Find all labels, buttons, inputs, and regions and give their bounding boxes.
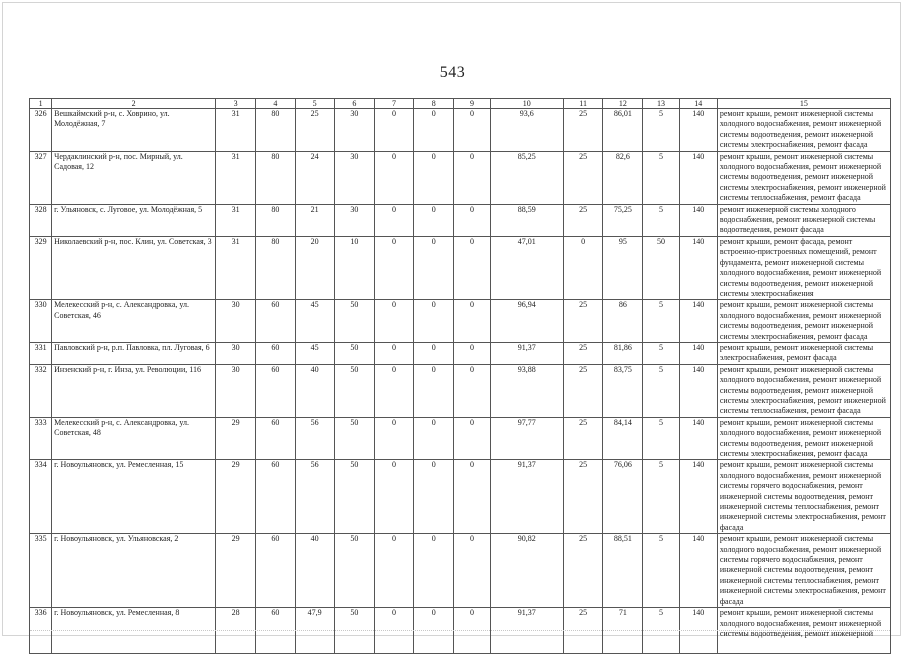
cell-col-7: 0 (374, 204, 413, 236)
cell-col-8: 0 (414, 300, 454, 343)
cell-col-11: 25 (564, 204, 603, 236)
cell-col-14: 140 (679, 236, 717, 299)
cell-col-12: 76,06 (603, 460, 643, 534)
cell-col-12: 86,01 (603, 109, 643, 152)
cell-col-11: 25 (564, 364, 603, 417)
column-header: 13 (643, 99, 679, 109)
cell-col-7: 0 (374, 342, 413, 364)
cell-col-11: 25 (564, 109, 603, 152)
cell-col-14: 140 (679, 460, 717, 534)
cell-address: Мелекесский р-н, с. Александровка, ул. Советская, 48 (52, 417, 216, 460)
column-header: 6 (334, 99, 374, 109)
cell-col-8: 0 (414, 204, 454, 236)
cell-col-4: 80 (256, 204, 295, 236)
cell-col-12: 86 (603, 300, 643, 343)
cell-address: г. Новоульяновск, ул. Ульяновская, 2 (52, 534, 216, 608)
table-row (30, 364, 891, 417)
cell-col-3: 28 (216, 608, 256, 654)
cell-col-14: 140 (679, 109, 717, 152)
cell-col-13: 5 (643, 204, 679, 236)
table-row (30, 204, 891, 236)
cell-col-10: 85,25 (490, 151, 563, 204)
cell-col-8: 0 (414, 151, 454, 204)
cell-row-number: 333 (30, 417, 52, 460)
cell-col-12: 75,25 (603, 204, 643, 236)
cell-col-5: 56 (295, 417, 334, 460)
cell-row-number: 329 (30, 236, 52, 299)
cell-col-9: 0 (454, 342, 490, 364)
cell-col-13: 5 (643, 534, 679, 608)
cell-address: Мелекесский р-н, с. Александровка, ул. Советская, 46 (52, 300, 216, 343)
cell-col-6: 30 (334, 151, 374, 204)
cell-col-14: 140 (679, 608, 717, 654)
cell-col-6: 50 (334, 364, 374, 417)
cell-works-list: ремонт крыши, ремонт инженерной системы холодного водоснабжения, ремонт инженерной системы водоотведения, ремонт инженерной системы электроснабжения, ремонт фасада (717, 109, 890, 152)
cell-col-12: 81,86 (603, 342, 643, 364)
cell-col-5: 20 (295, 236, 334, 299)
cell-works-list: ремонт крыши, ремонт инженерной системы холодного водоснабжения, ремонт инженерной системы горячего водоснабжения, ремонт инженерной системы водоотведения, ремонт инженерной системы теплоснабжения, ремонт инженерной системы электроснабжения, ремонт фасада (717, 534, 890, 608)
table-row (30, 460, 891, 534)
cell-col-6: 10 (334, 236, 374, 299)
cell-col-14: 140 (679, 151, 717, 204)
cell-row-number: 331 (30, 342, 52, 364)
column-header: 9 (454, 99, 490, 109)
cell-col-8: 0 (414, 364, 454, 417)
cell-col-12: 82,6 (603, 151, 643, 204)
cell-col-3: 30 (216, 342, 256, 364)
cell-row-number: 336 (30, 608, 52, 654)
cell-col-8: 0 (414, 608, 454, 654)
cell-col-5: 25 (295, 109, 334, 152)
cell-col-3: 31 (216, 109, 256, 152)
cell-col-9: 0 (454, 300, 490, 343)
cell-col-14: 140 (679, 300, 717, 343)
table-row (30, 236, 891, 299)
cell-col-6: 50 (334, 534, 374, 608)
cell-row-number: 330 (30, 300, 52, 343)
cell-col-9: 0 (454, 364, 490, 417)
cell-col-9: 0 (454, 608, 490, 654)
cell-col-4: 60 (256, 364, 295, 417)
cell-col-10: 96,94 (490, 300, 563, 343)
cell-col-10: 47,01 (490, 236, 563, 299)
cell-address: Инзенский р-н, г. Инза, ул. Революции, 116 (52, 364, 216, 417)
cell-address: г. Новоульяновск, ул. Ремесленная, 15 (52, 460, 216, 534)
column-header: 4 (256, 99, 295, 109)
column-header: 7 (374, 99, 413, 109)
cell-works-list: ремонт крыши, ремонт фасада, ремонт встроенно-пристроенных помещений, ремонт фундамента, ремонт инженерной системы холодного водоснабжения, ремонт инженерной системы водоотведения, ремонт инженерной системы электроснабжения (717, 236, 890, 299)
cell-col-3: 30 (216, 364, 256, 417)
cell-col-11: 25 (564, 300, 603, 343)
table-row (30, 342, 891, 364)
cell-col-13: 5 (643, 417, 679, 460)
cell-col-10: 91,37 (490, 342, 563, 364)
cell-col-8: 0 (414, 534, 454, 608)
cell-col-4: 80 (256, 109, 295, 152)
cell-col-13: 50 (643, 236, 679, 299)
cell-col-5: 56 (295, 460, 334, 534)
cell-col-7: 0 (374, 460, 413, 534)
cell-col-5: 40 (295, 534, 334, 608)
cell-row-number: 327 (30, 151, 52, 204)
cell-col-6: 30 (334, 204, 374, 236)
cell-col-14: 140 (679, 534, 717, 608)
cell-col-9: 0 (454, 109, 490, 152)
column-header: 12 (603, 99, 643, 109)
cell-col-9: 0 (454, 460, 490, 534)
cell-col-12: 84,14 (603, 417, 643, 460)
cell-col-12: 71 (603, 608, 643, 654)
column-header: 1 (30, 99, 52, 109)
cell-col-12: 88,51 (603, 534, 643, 608)
cell-col-6: 30 (334, 109, 374, 152)
column-header: 8 (414, 99, 454, 109)
cell-col-11: 25 (564, 342, 603, 364)
table-row (30, 151, 891, 204)
cell-col-11: 25 (564, 460, 603, 534)
cell-works-list: ремонт крыши, ремонт инженерной системы холодного водоснабжения, ремонт инженерной системы водоотведения, ремонт инженерной системы электроснабжения, ремонт инженерной системы теплоснабжения, ремонт фасада (717, 151, 890, 204)
cell-col-5: 40 (295, 364, 334, 417)
cell-works-list: ремонт инженерной системы холодного водоснабжения, ремонт инженерной системы водоотведения, ремонт фасада (717, 204, 890, 236)
page-number: 543 (439, 64, 466, 81)
cell-col-3: 29 (216, 534, 256, 608)
cell-col-14: 140 (679, 364, 717, 417)
cell-col-4: 60 (256, 342, 295, 364)
cell-col-10: 91,37 (490, 460, 563, 534)
cell-col-11: 25 (564, 534, 603, 608)
cell-col-12: 83,75 (603, 364, 643, 417)
cell-col-9: 0 (454, 236, 490, 299)
cell-col-10: 93,6 (490, 109, 563, 152)
cell-col-12: 95 (603, 236, 643, 299)
cell-col-7: 0 (374, 534, 413, 608)
column-header: 11 (564, 99, 603, 109)
cell-col-3: 29 (216, 460, 256, 534)
cell-col-8: 0 (414, 460, 454, 534)
cell-col-11: 0 (564, 236, 603, 299)
cell-row-number: 334 (30, 460, 52, 534)
cell-col-14: 140 (679, 342, 717, 364)
cell-col-13: 5 (643, 460, 679, 534)
header-row (30, 99, 891, 109)
cell-col-7: 0 (374, 300, 413, 343)
cell-col-14: 140 (679, 417, 717, 460)
cell-col-6: 50 (334, 300, 374, 343)
table-row (30, 417, 891, 460)
cell-col-13: 5 (643, 109, 679, 152)
cell-address: Чердаклинский р-н, пос. Мирный, ул. Садовая, 12 (52, 151, 216, 204)
cell-col-4: 60 (256, 300, 295, 343)
cell-col-9: 0 (454, 204, 490, 236)
cell-col-7: 0 (374, 608, 413, 654)
cell-row-number: 335 (30, 534, 52, 608)
cell-col-13: 5 (643, 364, 679, 417)
cell-row-number: 332 (30, 364, 52, 417)
column-header: 15 (717, 99, 890, 109)
cell-address: Николаевский р-н, пос. Клин, ул. Советская, 3 (52, 236, 216, 299)
cell-row-number: 328 (30, 204, 52, 236)
cell-col-8: 0 (414, 109, 454, 152)
cell-col-5: 47,9 (295, 608, 334, 654)
cell-col-8: 0 (414, 342, 454, 364)
cell-col-14: 140 (679, 204, 717, 236)
cell-col-6: 50 (334, 460, 374, 534)
table-row (30, 534, 891, 608)
cell-works-list: ремонт крыши, ремонт инженерной системы электроснабжения, ремонт фасада (717, 342, 890, 364)
page-bottom-edge (30, 630, 890, 632)
cell-col-11: 25 (564, 151, 603, 204)
cell-col-6: 50 (334, 342, 374, 364)
cell-address: г. Новоульяновск, ул. Ремесленная, 8 (52, 608, 216, 654)
cell-col-10: 91,37 (490, 608, 563, 654)
cell-col-4: 80 (256, 236, 295, 299)
cell-col-11: 25 (564, 608, 603, 654)
cell-col-10: 88,59 (490, 204, 563, 236)
cell-row-number: 326 (30, 109, 52, 152)
cell-col-8: 0 (414, 236, 454, 299)
cell-col-7: 0 (374, 364, 413, 417)
cell-works-list: ремонт крыши, ремонт инженерной системы холодного водоснабжения, ремонт инженерной системы горячего водоснабжения, ремонт инженерной системы водоотведения, ремонт инженерной системы теплоснабжения, ремонт инженерной системы электроснабжения, ремонт фасада (717, 460, 890, 534)
column-header: 10 (490, 99, 563, 109)
cell-works-list: ремонт крыши, ремонт инженерной системы холодного водоснабжения, ремонт инженерной системы водоотведения, ремонт инженерной системы электроснабжения, ремонт фасада (717, 300, 890, 343)
repair-program-table (29, 98, 891, 654)
cell-col-3: 30 (216, 300, 256, 343)
table-body (30, 109, 891, 654)
cell-address: г. Ульяновск, с. Луговое, ул. Молодёжная, 5 (52, 204, 216, 236)
cell-works-list: ремонт крыши, ремонт инженерной системы холодного водоснабжения, ремонт инженерной системы водоотведения, ремонт инженерной (717, 608, 890, 654)
cell-col-7: 0 (374, 236, 413, 299)
cell-col-6: 50 (334, 608, 374, 654)
column-header: 2 (52, 99, 216, 109)
cell-col-3: 29 (216, 417, 256, 460)
column-header: 3 (216, 99, 256, 109)
cell-col-6: 50 (334, 417, 374, 460)
cell-col-3: 31 (216, 236, 256, 299)
cell-col-13: 5 (643, 608, 679, 654)
table-row (30, 300, 891, 343)
cell-address: Вешкаймский р-н, с. Ховрино, ул. Молодёжная, 7 (52, 109, 216, 152)
cell-col-7: 0 (374, 109, 413, 152)
cell-col-3: 31 (216, 151, 256, 204)
cell-col-3: 31 (216, 204, 256, 236)
cell-col-10: 93,88 (490, 364, 563, 417)
cell-col-10: 90,82 (490, 534, 563, 608)
table-row (30, 109, 891, 152)
cell-col-8: 0 (414, 417, 454, 460)
cell-col-10: 97,77 (490, 417, 563, 460)
cell-works-list: ремонт крыши, ремонт инженерной системы холодного водоснабжения, ремонт инженерной системы водоотведения, ремонт инженерной системы электроснабжения, ремонт фасада (717, 417, 890, 460)
cell-col-4: 60 (256, 460, 295, 534)
cell-col-4: 80 (256, 151, 295, 204)
cell-col-5: 21 (295, 204, 334, 236)
cell-address: Павловский р-н, р.п. Павловка, пл. Луговая, 6 (52, 342, 216, 364)
cell-col-13: 5 (643, 151, 679, 204)
cell-col-13: 5 (643, 342, 679, 364)
cell-col-4: 60 (256, 417, 295, 460)
column-header: 14 (679, 99, 717, 109)
cell-col-7: 0 (374, 151, 413, 204)
cell-col-13: 5 (643, 300, 679, 343)
column-header: 5 (295, 99, 334, 109)
cell-col-5: 45 (295, 300, 334, 343)
cell-col-9: 0 (454, 151, 490, 204)
cell-works-list: ремонт крыши, ремонт инженерной системы холодного водоснабжения, ремонт инженерной системы водоотведения, ремонт инженерной системы электроснабжения, ремонт инженерной системы теплоснабжения, ремонт фасада (717, 364, 890, 417)
cell-col-11: 25 (564, 417, 603, 460)
cell-col-4: 60 (256, 534, 295, 608)
cell-col-9: 0 (454, 417, 490, 460)
cell-col-4: 60 (256, 608, 295, 654)
cell-col-9: 0 (454, 534, 490, 608)
cell-col-5: 45 (295, 342, 334, 364)
cell-col-5: 24 (295, 151, 334, 204)
cell-col-7: 0 (374, 417, 413, 460)
